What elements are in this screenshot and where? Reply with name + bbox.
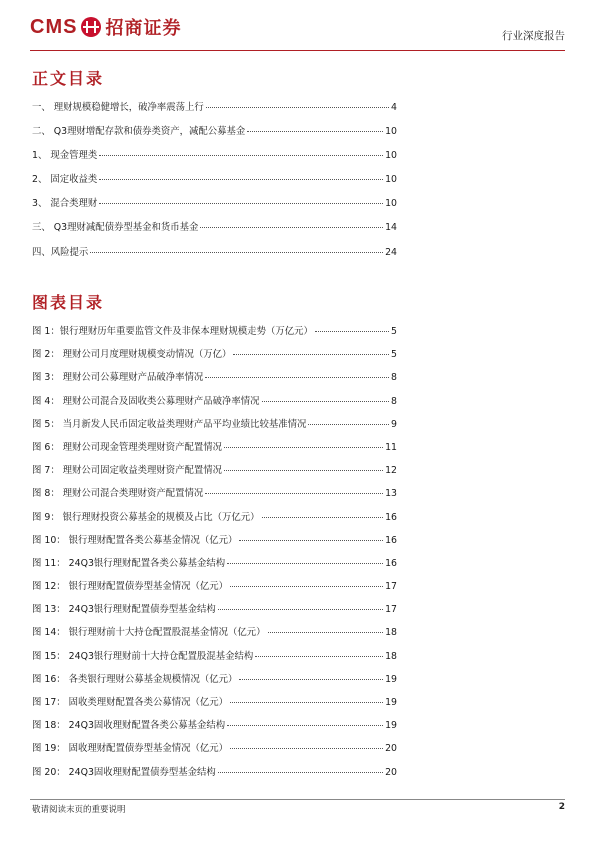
toc-entry-label: 图 6： 理财公司现金管理类理财资产配置情况 — [32, 441, 223, 453]
toc-entry-page: 18 — [385, 650, 397, 662]
toc-entry-label: 四、风险提示 — [32, 246, 89, 258]
toc-dot-leader — [90, 252, 383, 253]
toc-entry-label: 三、 Q3理财减配债券型基金和货币基金 — [32, 222, 199, 234]
logo-mark-icon — [81, 17, 101, 37]
toc-entry-label: 图 16： 各类银行理财公募基金规模情况（亿元） — [32, 673, 238, 685]
toc-dot-leader — [230, 702, 383, 703]
toc-entry-label: 图 11： 24Q3银行理财配置各类公募基金结构 — [32, 557, 226, 569]
toc-entry-label: 1、 现金管理类 — [32, 150, 98, 162]
toc-dot-leader — [262, 517, 384, 518]
toc-entry-page: 20 — [385, 743, 397, 755]
figure-toc-entry[interactable] — [32, 369, 397, 392]
toc-dot-leader — [99, 155, 383, 156]
toc-entry-page: 24 — [385, 246, 397, 258]
toc-entry-page: 10 — [385, 126, 397, 138]
toc-entry-page: 8 — [391, 395, 397, 407]
text-toc-entry[interactable] — [32, 99, 397, 123]
toc-dot-leader — [99, 179, 383, 180]
toc-entry-page: 5 — [391, 349, 397, 361]
text-toc-list — [32, 99, 397, 268]
toc-entry-label: 图 15： 24Q3银行理财前十大持仓配置股混基金结构 — [32, 650, 254, 662]
toc-entry-label: 图 2： 理财公司月度理财规模变动情况（万亿） — [32, 349, 232, 361]
toc-entry-label: 图 10： 银行理财配置各类公募基金情况（亿元） — [32, 534, 238, 546]
toc-entry-label: 图 3： 理财公司公募理财产品破净率情况 — [32, 372, 204, 384]
figure-toc-entry[interactable] — [32, 485, 397, 508]
page-header — [30, 14, 565, 48]
figure-toc-list — [32, 323, 397, 787]
toc-entry-page: 8 — [391, 372, 397, 384]
toc-entry-label: 图 19： 固收理财配置债券型基金情况（亿元） — [32, 743, 229, 755]
text-toc-entry[interactable] — [32, 244, 397, 268]
toc-dot-leader — [230, 748, 383, 749]
toc-entry-page: 10 — [385, 198, 397, 210]
toc-dot-leader — [205, 377, 389, 378]
toc-dot-leader — [239, 679, 383, 680]
figure-toc-entry[interactable] — [32, 532, 397, 555]
toc-dot-leader — [262, 401, 389, 402]
toc-dot-leader — [315, 331, 389, 332]
toc-entry-page: 4 — [391, 102, 397, 113]
figure-toc-entry[interactable] — [32, 601, 397, 624]
logo-text: CMS — [30, 15, 78, 38]
figure-toc-entry[interactable] — [32, 578, 397, 601]
toc-dot-leader — [206, 107, 389, 108]
figure-toc-entry[interactable] — [32, 509, 397, 532]
toc-dot-leader — [227, 725, 383, 726]
toc-dot-leader — [308, 424, 389, 425]
toc-entry-page: 19 — [385, 720, 397, 732]
toc-entry-page: 20 — [385, 766, 397, 778]
toc-dot-leader — [247, 131, 383, 132]
text-toc-entry[interactable] — [32, 195, 397, 219]
toc-entry-page: 14 — [385, 222, 397, 234]
toc-entry-page: 17 — [385, 581, 397, 593]
toc-entry-label: 图 5： 当月新发人民币固定收益类理财产品平均业绩比较基准情况 — [32, 418, 307, 430]
toc-entry-page: 5 — [391, 326, 397, 337]
toc-dot-leader — [239, 540, 383, 541]
figure-toc-entry[interactable] — [32, 393, 397, 416]
toc-entry-page: 16 — [385, 511, 397, 523]
toc-entry-page: 10 — [385, 174, 397, 186]
toc-entry-label: 二、 Q3理财增配存款和债券类资产，减配公募基金 — [32, 126, 246, 138]
toc-dot-leader — [255, 656, 383, 657]
toc-entry-label: 图 8： 理财公司混合类理财资产配置情况 — [32, 488, 204, 500]
toc-entry-label: 图 12： 银行理财配置债券型基金情况（亿元） — [32, 581, 229, 593]
toc-dot-leader — [224, 470, 383, 471]
toc-entry-page: 11 — [385, 441, 397, 453]
toc-entry-page: 17 — [385, 604, 397, 616]
figure-toc-entry[interactable] — [32, 346, 397, 369]
figure-toc-entry[interactable] — [32, 439, 397, 462]
text-toc-entry[interactable] — [32, 147, 397, 171]
text-toc-entry[interactable] — [32, 219, 397, 243]
toc-dot-leader — [268, 632, 384, 633]
header-divider — [30, 50, 565, 51]
text-toc-entry[interactable] — [32, 123, 397, 147]
toc-dot-leader — [205, 493, 383, 494]
toc-entry-label: 3、 混合类理财 — [32, 198, 98, 210]
toc-entry-label: 图 20： 24Q3固收理财配置债券型基金结构 — [32, 766, 216, 778]
toc-dot-leader — [218, 772, 383, 773]
toc-dot-leader — [224, 447, 383, 448]
toc-dot-leader — [230, 586, 383, 587]
footer-divider — [30, 799, 565, 800]
toc-entry-page: 12 — [385, 465, 397, 477]
toc-dot-leader — [233, 354, 389, 355]
toc-entry-label: 图 13： 24Q3银行理财配置债券型基金结构 — [32, 604, 216, 616]
toc-dot-leader — [218, 609, 383, 610]
company-logo — [30, 14, 181, 40]
figure-toc-entry[interactable] — [32, 694, 397, 717]
toc-entry-label: 2、 固定收益类 — [32, 174, 98, 186]
figure-toc-entry[interactable] — [32, 416, 397, 439]
figure-toc-entry[interactable] — [32, 764, 397, 787]
toc-entry-page: 10 — [385, 150, 397, 162]
toc-entry-label: 图 9： 银行理财投资公募基金的规模及占比（万亿元） — [32, 511, 260, 523]
report-type: 行业深度报告 — [502, 30, 565, 42]
footer-disclaimer-note: 敬请阅读末页的重要说明 — [32, 805, 126, 815]
figure-toc-entry[interactable] — [32, 462, 397, 485]
figure-toc-entry[interactable] — [32, 740, 397, 763]
toc-entry-label: 图 14： 银行理财前十大持仓配置股混基金情况（亿元） — [32, 627, 266, 639]
toc-entry-label: 一、 理财规模稳健增长，破净率震荡上行 — [32, 102, 204, 113]
toc-entry-page: 18 — [385, 627, 397, 639]
toc-entry-page: 16 — [385, 534, 397, 546]
text-toc-entry[interactable] — [32, 171, 397, 195]
toc-entry-label: 图 4： 理财公司混合及固收类公募理财产品破净率情况 — [32, 395, 260, 407]
figure-toc-entry[interactable] — [32, 555, 397, 578]
text-toc-title: 正文目录 — [32, 69, 105, 88]
toc-entry-page: 19 — [385, 673, 397, 685]
figure-toc-entry[interactable] — [32, 323, 397, 346]
toc-dot-leader — [227, 563, 383, 564]
figure-toc-entry[interactable] — [32, 717, 397, 740]
toc-entry-label: 图 18： 24Q3固收理财配置各类公募基金结构 — [32, 720, 226, 732]
toc-dot-leader — [99, 203, 383, 204]
toc-entry-page: 16 — [385, 557, 397, 569]
toc-entry-page: 9 — [391, 418, 397, 430]
toc-entry-label: 图 1：银行理财历年重要监管文件及非保本理财规模走势（万亿元） — [32, 326, 313, 337]
figure-toc-entry[interactable] — [32, 648, 397, 671]
toc-dot-leader — [200, 227, 383, 228]
toc-entry-page: 19 — [385, 697, 397, 708]
logo-name: 招商证券 — [105, 18, 182, 39]
toc-entry-page: 13 — [385, 488, 397, 500]
figure-toc-entry[interactable] — [32, 624, 397, 647]
toc-entry-label: 图 17： 固收类理财配置各类公募情况（亿元） — [32, 697, 229, 708]
figure-toc-title: 图表目录 — [32, 293, 105, 312]
figure-toc-entry[interactable] — [32, 671, 397, 694]
page-number: 2 — [558, 802, 565, 812]
toc-entry-label: 图 7： 理财公司固定收益类理财资产配置情况 — [32, 465, 223, 477]
